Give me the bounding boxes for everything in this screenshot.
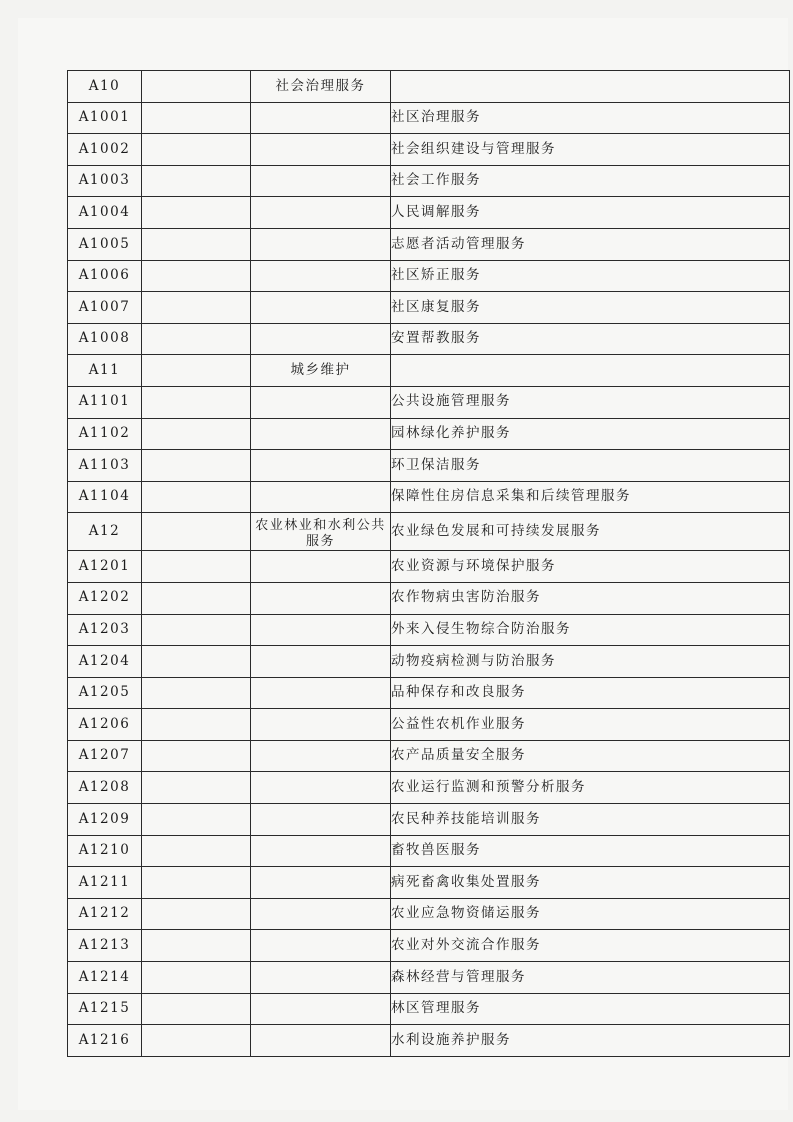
subcategory-cell: 农业资源与环境保护服务 bbox=[391, 551, 790, 583]
blank-cell bbox=[142, 614, 251, 646]
blank-cell bbox=[142, 709, 251, 741]
category-cell bbox=[251, 102, 391, 134]
table-row bbox=[68, 165, 790, 197]
code-cell: A1201 bbox=[68, 551, 142, 583]
subcategory-cell: 林区管理服务 bbox=[391, 993, 790, 1025]
table-row bbox=[68, 481, 790, 513]
table-row bbox=[68, 709, 790, 741]
table-row bbox=[68, 102, 790, 134]
table-row bbox=[68, 740, 790, 772]
subcategory-cell: 社区治理服务 bbox=[391, 102, 790, 134]
subcategory-cell: 园林绿化养护服务 bbox=[391, 418, 790, 450]
code-cell: A1209 bbox=[68, 804, 142, 836]
category-cell: 社会治理服务 bbox=[251, 71, 391, 103]
category-cell bbox=[251, 835, 391, 867]
table-body bbox=[68, 71, 790, 1057]
table-row bbox=[68, 134, 790, 166]
subcategory-cell: 农业应急物资储运服务 bbox=[391, 898, 790, 930]
table-row bbox=[68, 804, 790, 836]
subcategory-cell: 公益性农机作业服务 bbox=[391, 709, 790, 741]
table-row bbox=[68, 355, 790, 387]
table-row bbox=[68, 551, 790, 583]
code-cell: A1101 bbox=[68, 386, 142, 418]
code-cell: A1211 bbox=[68, 867, 142, 899]
subcategory-cell: 农民种养技能培训服务 bbox=[391, 804, 790, 836]
blank-cell bbox=[142, 355, 251, 387]
code-cell: A1005 bbox=[68, 228, 142, 260]
code-cell: A1213 bbox=[68, 930, 142, 962]
subcategory-cell: 农业运行监测和预警分析服务 bbox=[391, 772, 790, 804]
blank-cell bbox=[142, 513, 251, 551]
table-row bbox=[68, 71, 790, 103]
blank-cell bbox=[142, 292, 251, 324]
category-cell bbox=[251, 993, 391, 1025]
code-cell: A1207 bbox=[68, 740, 142, 772]
category-cell bbox=[251, 1025, 391, 1057]
blank-cell bbox=[142, 804, 251, 836]
subcategory-cell: 水利设施养护服务 bbox=[391, 1025, 790, 1057]
table-row bbox=[68, 835, 790, 867]
code-cell: A1205 bbox=[68, 677, 142, 709]
subcategory-cell: 农业绿色发展和可持续发展服务 bbox=[391, 513, 790, 551]
category-cell bbox=[251, 323, 391, 355]
category-cell bbox=[251, 582, 391, 614]
category-cell bbox=[251, 450, 391, 482]
subcategory-cell: 安置帮教服务 bbox=[391, 323, 790, 355]
table-row bbox=[68, 930, 790, 962]
subcategory-cell: 保障性住房信息采集和后续管理服务 bbox=[391, 481, 790, 513]
subcategory-cell: 外来入侵生物综合防治服务 bbox=[391, 614, 790, 646]
blank-cell bbox=[142, 418, 251, 450]
category-cell bbox=[251, 772, 391, 804]
category-cell bbox=[251, 134, 391, 166]
table-row bbox=[68, 386, 790, 418]
category-cell bbox=[251, 386, 391, 418]
blank-cell bbox=[142, 71, 251, 103]
category-cell bbox=[251, 228, 391, 260]
code-cell: A1204 bbox=[68, 646, 142, 678]
code-cell: A1004 bbox=[68, 197, 142, 229]
subcategory-cell: 志愿者活动管理服务 bbox=[391, 228, 790, 260]
category-cell bbox=[251, 418, 391, 450]
code-cell: A1006 bbox=[68, 260, 142, 292]
subcategory-cell bbox=[391, 71, 790, 103]
subcategory-cell: 社会工作服务 bbox=[391, 165, 790, 197]
category-cell bbox=[251, 260, 391, 292]
blank-cell bbox=[142, 835, 251, 867]
category-cell bbox=[251, 481, 391, 513]
category-cell bbox=[251, 165, 391, 197]
subcategory-cell: 农作物病虫害防治服务 bbox=[391, 582, 790, 614]
code-cell: A1103 bbox=[68, 450, 142, 482]
subcategory-cell: 环卫保洁服务 bbox=[391, 450, 790, 482]
code-cell: A1202 bbox=[68, 582, 142, 614]
category-cell: 城乡维护 bbox=[251, 355, 391, 387]
table-row bbox=[68, 450, 790, 482]
table-row bbox=[68, 677, 790, 709]
category-cell bbox=[251, 197, 391, 229]
category-cell bbox=[251, 551, 391, 583]
subcategory-cell: 动物疫病检测与防治服务 bbox=[391, 646, 790, 678]
blank-cell bbox=[142, 228, 251, 260]
blank-cell bbox=[142, 260, 251, 292]
blank-cell bbox=[142, 134, 251, 166]
subcategory-cell: 畜牧兽医服务 bbox=[391, 835, 790, 867]
code-cell: A1210 bbox=[68, 835, 142, 867]
table-row bbox=[68, 898, 790, 930]
category-cell bbox=[251, 804, 391, 836]
subcategory-cell: 公共设施管理服务 bbox=[391, 386, 790, 418]
table-row bbox=[68, 197, 790, 229]
category-cell bbox=[251, 930, 391, 962]
category-cell bbox=[251, 646, 391, 678]
blank-cell bbox=[142, 930, 251, 962]
subcategory-cell: 社会组织建设与管理服务 bbox=[391, 134, 790, 166]
table-row bbox=[68, 513, 790, 551]
code-cell: A1206 bbox=[68, 709, 142, 741]
code-cell: A1203 bbox=[68, 614, 142, 646]
table-row bbox=[68, 292, 790, 324]
blank-cell bbox=[142, 772, 251, 804]
table-row bbox=[68, 867, 790, 899]
blank-cell bbox=[142, 898, 251, 930]
code-cell: A1003 bbox=[68, 165, 142, 197]
subcategory-cell: 社区康复服务 bbox=[391, 292, 790, 324]
blank-cell bbox=[142, 1025, 251, 1057]
category-cell bbox=[251, 740, 391, 772]
table-row bbox=[68, 993, 790, 1025]
code-cell: A1102 bbox=[68, 418, 142, 450]
category-cell bbox=[251, 898, 391, 930]
category-cell: 农业林业和水利公共服务 bbox=[251, 513, 391, 551]
service-catalog-table bbox=[67, 70, 790, 1057]
blank-cell bbox=[142, 646, 251, 678]
table-row bbox=[68, 260, 790, 292]
code-cell: A1212 bbox=[68, 898, 142, 930]
blank-cell bbox=[142, 677, 251, 709]
table-row bbox=[68, 772, 790, 804]
blank-cell bbox=[142, 323, 251, 355]
table-row bbox=[68, 1025, 790, 1057]
table-row bbox=[68, 582, 790, 614]
table-row bbox=[68, 614, 790, 646]
blank-cell bbox=[142, 740, 251, 772]
category-cell bbox=[251, 867, 391, 899]
table-row bbox=[68, 323, 790, 355]
category-cell bbox=[251, 292, 391, 324]
subcategory-cell: 农产品质量安全服务 bbox=[391, 740, 790, 772]
blank-cell bbox=[142, 197, 251, 229]
blank-cell bbox=[142, 386, 251, 418]
category-cell bbox=[251, 962, 391, 994]
code-cell: A1001 bbox=[68, 102, 142, 134]
code-cell: A1007 bbox=[68, 292, 142, 324]
code-cell: A1208 bbox=[68, 772, 142, 804]
table-row bbox=[68, 418, 790, 450]
blank-cell bbox=[142, 582, 251, 614]
blank-cell bbox=[142, 450, 251, 482]
subcategory-cell: 病死畜禽收集处置服务 bbox=[391, 867, 790, 899]
code-cell: A11 bbox=[68, 355, 142, 387]
table-row bbox=[68, 228, 790, 260]
blank-cell bbox=[142, 165, 251, 197]
table-row bbox=[68, 962, 790, 994]
code-cell: A1104 bbox=[68, 481, 142, 513]
code-cell: A1214 bbox=[68, 962, 142, 994]
subcategory-cell: 社区矫正服务 bbox=[391, 260, 790, 292]
code-cell: A1008 bbox=[68, 323, 142, 355]
code-cell: A1002 bbox=[68, 134, 142, 166]
blank-cell bbox=[142, 481, 251, 513]
blank-cell bbox=[142, 102, 251, 134]
category-cell bbox=[251, 709, 391, 741]
code-cell: A12 bbox=[68, 513, 142, 551]
blank-cell bbox=[142, 993, 251, 1025]
category-cell bbox=[251, 614, 391, 646]
category-cell bbox=[251, 677, 391, 709]
blank-cell bbox=[142, 962, 251, 994]
code-cell: A10 bbox=[68, 71, 142, 103]
subcategory-cell bbox=[391, 355, 790, 387]
subcategory-cell: 森林经营与管理服务 bbox=[391, 962, 790, 994]
table-row bbox=[68, 646, 790, 678]
subcategory-cell: 品种保存和改良服务 bbox=[391, 677, 790, 709]
blank-cell bbox=[142, 867, 251, 899]
code-cell: A1216 bbox=[68, 1025, 142, 1057]
code-cell: A1215 bbox=[68, 993, 142, 1025]
subcategory-cell: 农业对外交流合作服务 bbox=[391, 930, 790, 962]
blank-cell bbox=[142, 551, 251, 583]
subcategory-cell: 人民调解服务 bbox=[391, 197, 790, 229]
